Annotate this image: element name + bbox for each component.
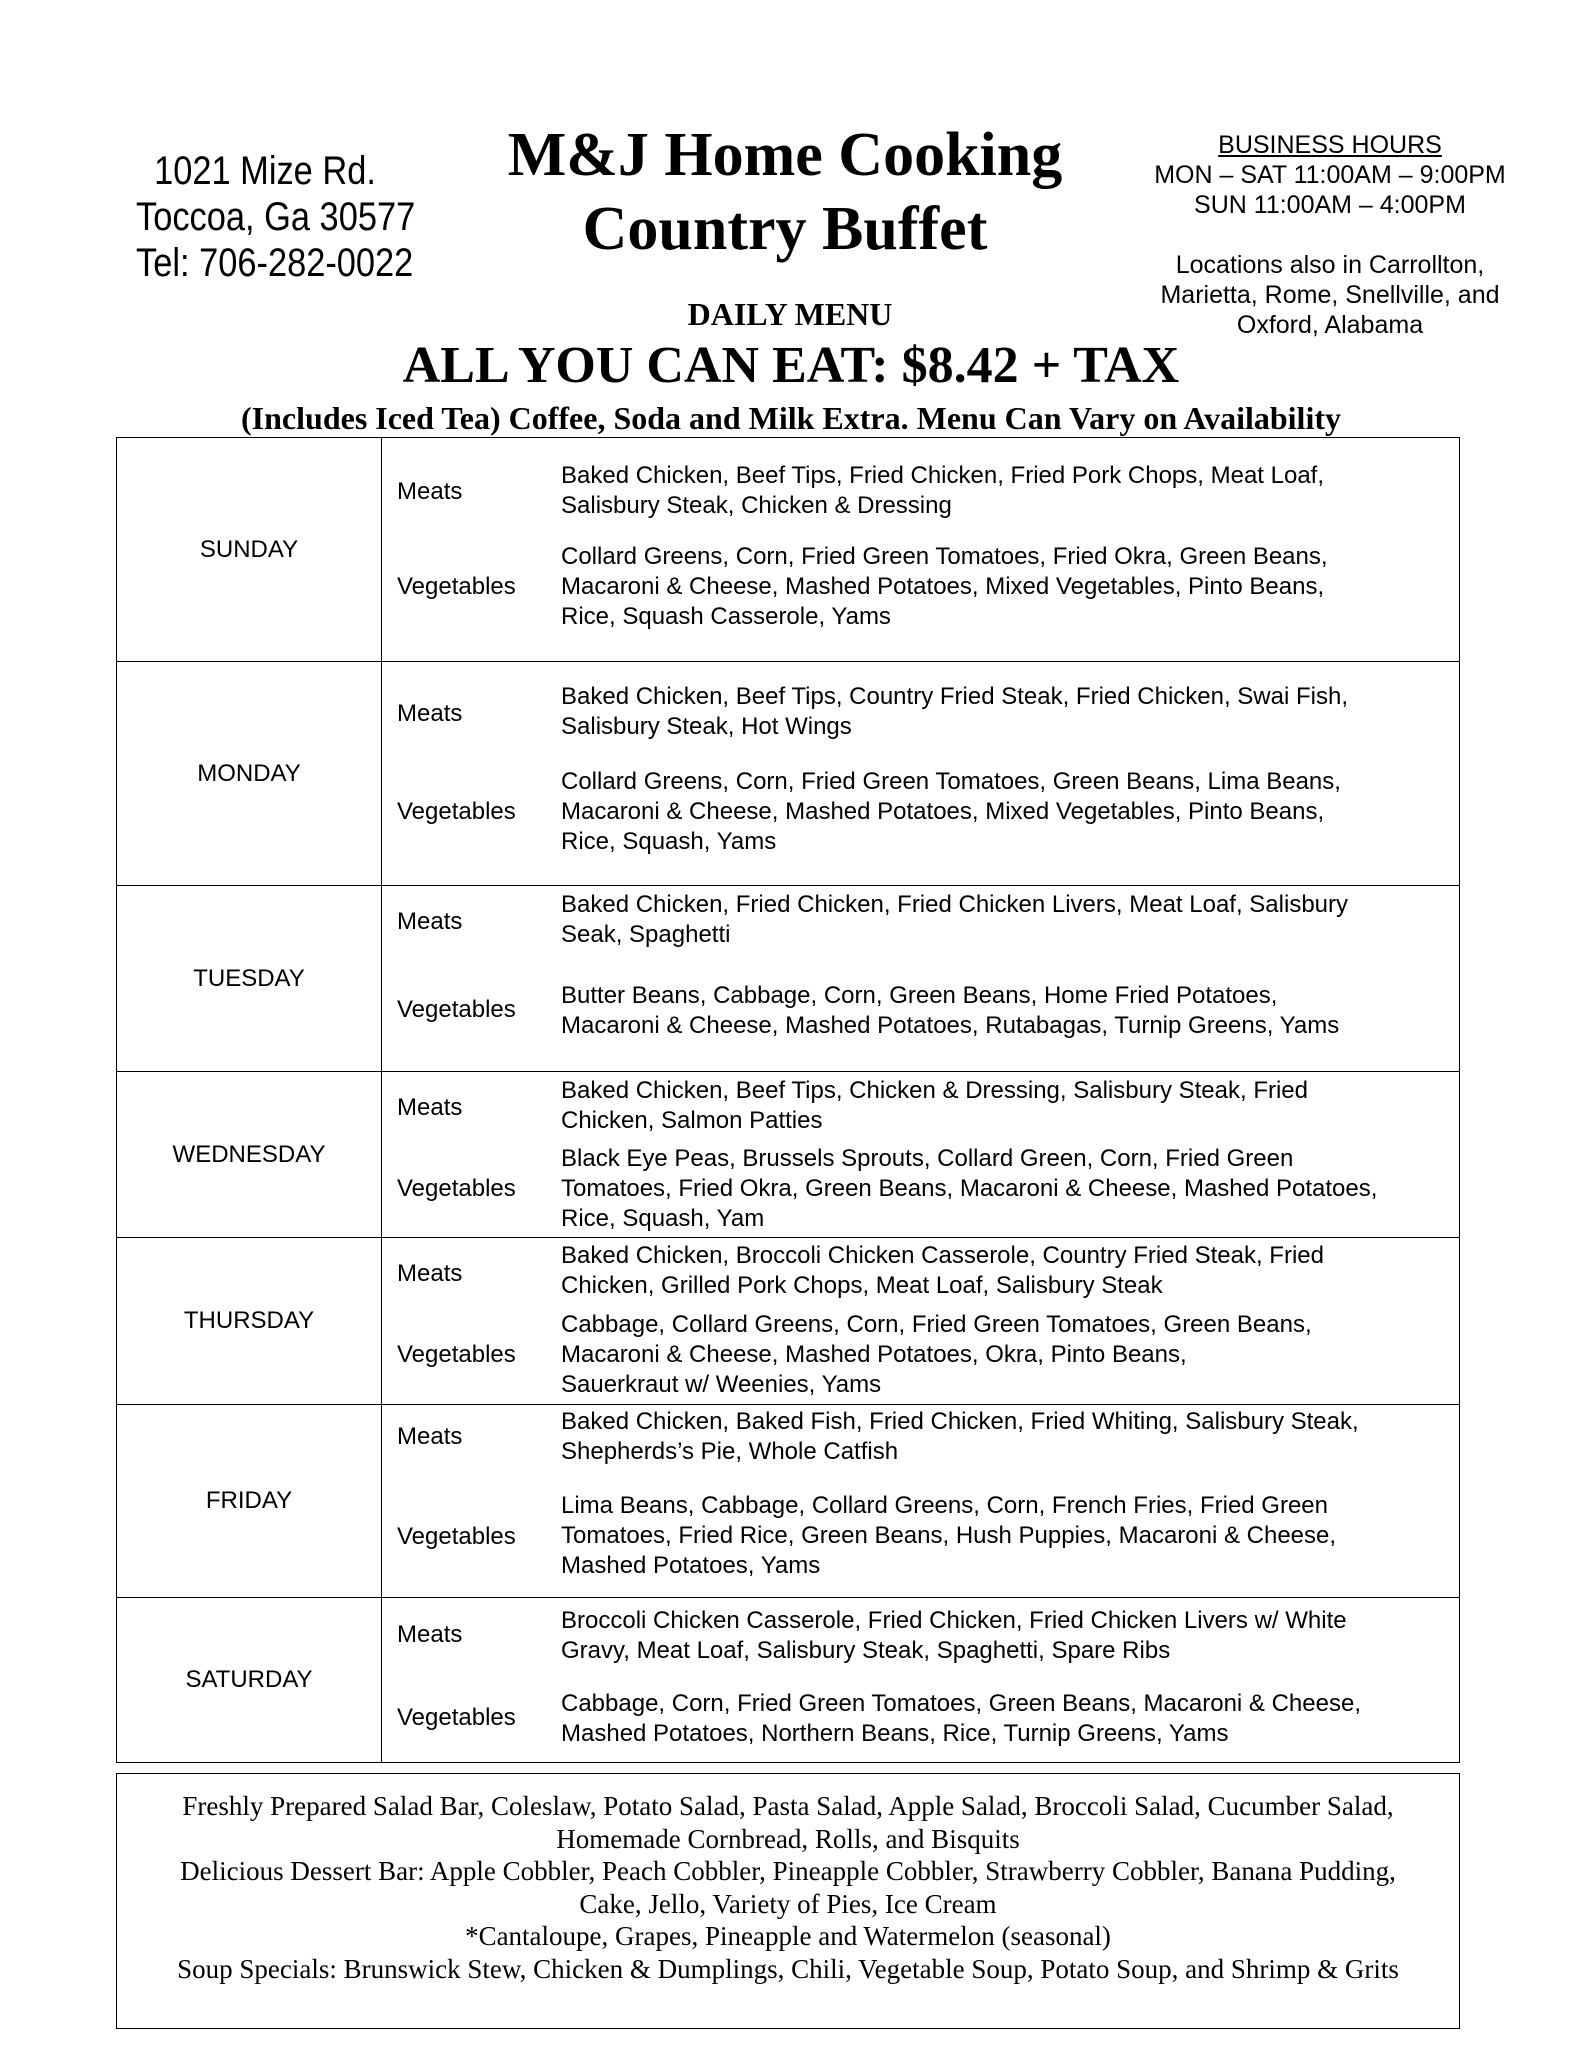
meats-label: Meats bbox=[397, 1094, 463, 1121]
extras-line: Homemade Cornbread, Rolls, and Bisquits bbox=[556, 1823, 1020, 1854]
hours-line: MON – SAT 11:00AM – 9:00PM bbox=[1154, 161, 1506, 189]
vegetables-line: Macaroni & Cheese, Mashed Potatoes, Okra, Pinto Beans, bbox=[561, 1341, 1187, 1368]
meats-line: Salisbury Steak, Hot Wings bbox=[561, 713, 852, 740]
day-row-saturday bbox=[117, 1597, 1459, 1762]
vegetables-line: Collard Greens, Corn, Fried Green Tomatoes, Fried Okra, Green Beans, bbox=[561, 543, 1328, 570]
extras-line: Cake, Jello, Variety of Pies, Ice Cream bbox=[579, 1888, 997, 1919]
meats-line: Gravy, Meat Loaf, Salisbury Steak, Spaghetti, Spare Ribs bbox=[561, 1637, 1171, 1664]
vegetables-list bbox=[561, 767, 1441, 857]
hours-heading: BUSINESS HOURS bbox=[1218, 131, 1442, 159]
vegetables-label: Vegetables bbox=[397, 573, 516, 600]
meats-line: Baked Chicken, Baked Fish, Fried Chicken, Fried Whiting, Salisbury Steak, bbox=[561, 1408, 1359, 1435]
meats-line: Baked Chicken, Broccoli Chicken Casserole, Country Fried Steak, Fried bbox=[561, 1242, 1324, 1269]
vegetables-line: Rice, Squash, Yam bbox=[561, 1205, 765, 1232]
day-row-sunday bbox=[117, 438, 1459, 661]
vegetables-line: Macaroni & Cheese, Mashed Potatoes, Mixed Vegetables, Pinto Beans, bbox=[561, 573, 1325, 600]
meats-label: Meats bbox=[397, 700, 463, 727]
extras-box bbox=[116, 1773, 1460, 2029]
locations-line: Marietta, Rome, Snellville, and bbox=[1160, 281, 1500, 309]
meats-line: Baked Chicken, Beef Tips, Fried Chicken, Fried Pork Chops, Meat Loaf, bbox=[561, 462, 1325, 489]
vegetables-line: Sauerkraut w/ Weenies, Yams bbox=[561, 1371, 882, 1398]
vegetables-label: Vegetables bbox=[397, 798, 516, 825]
meats-line: Baked Chicken, Beef Tips, Chicken & Dressing, Salisbury Steak, Fried bbox=[561, 1077, 1308, 1104]
extras-line: *Cantaloupe, Grapes, Pineapple and Watermelon (seasonal) bbox=[465, 1921, 1111, 1951]
meats-list bbox=[561, 1076, 1441, 1136]
vegetables-line: Rice, Squash, Yams bbox=[561, 828, 777, 855]
day-row-monday bbox=[117, 661, 1459, 885]
vegetables-list bbox=[561, 1491, 1441, 1581]
restaurant-title bbox=[460, 118, 1110, 266]
vegetables-line: Macaroni & Cheese, Mashed Potatoes, Rutabagas, Turnip Greens, Yams bbox=[561, 1012, 1340, 1039]
day-name: SATURDAY bbox=[117, 1598, 382, 1762]
hours-line: SUN 11:00AM – 4:00PM bbox=[1194, 191, 1466, 219]
vegetables-label: Vegetables bbox=[397, 1341, 516, 1368]
title-line-2: Country Buffet bbox=[582, 195, 988, 263]
vegetables-line: Collard Greens, Corn, Fried Green Tomatoes, Green Beans, Lima Beans, bbox=[561, 768, 1341, 795]
meats-list bbox=[561, 461, 1441, 521]
meats-list bbox=[561, 890, 1441, 950]
meats-line: Chicken, Salmon Patties bbox=[561, 1107, 823, 1134]
vegetables-line: Mashed Potatoes, Northern Beans, Rice, Turnip Greens, Yams bbox=[561, 1720, 1229, 1747]
meats-line: Seak, Spaghetti bbox=[561, 921, 731, 948]
day-name: MONDAY bbox=[117, 662, 382, 885]
day-name: TUESDAY bbox=[117, 886, 382, 1071]
vegetables-line: Cabbage, Corn, Fried Green Tomatoes, Green Beans, Macaroni & Cheese, bbox=[561, 1690, 1361, 1717]
day-row-thursday bbox=[117, 1237, 1459, 1404]
vegetables-line: Black Eye Peas, Brussels Sprouts, Collard Green, Corn, Fried Green bbox=[561, 1145, 1294, 1172]
day-name: THURSDAY bbox=[117, 1238, 382, 1404]
address-phone: Tel: 706-282-0022 bbox=[136, 241, 414, 285]
meats-label: Meats bbox=[397, 1621, 463, 1648]
meats-list bbox=[561, 682, 1441, 742]
vegetables-line: Butter Beans, Cabbage, Corn, Green Beans, Home Fried Potatoes, bbox=[561, 982, 1278, 1009]
address-city: Toccoa, Ga 30577 bbox=[136, 195, 416, 239]
meats-line: Baked Chicken, Fried Chicken, Fried Chicken Livers, Meat Loaf, Salisbury bbox=[561, 891, 1349, 918]
price-banner: ALL YOU CAN EAT: $8.42 + TAX bbox=[402, 337, 1180, 394]
vegetables-list bbox=[561, 1144, 1441, 1234]
vegetables-list bbox=[561, 981, 1441, 1041]
vegetables-list bbox=[561, 542, 1441, 632]
includes-note: (Includes Iced Tea) Coffee, Soda and Milk Extra. Menu Can Vary on Availability bbox=[241, 400, 1341, 436]
extras-line: Delicious Dessert Bar: Apple Cobbler, Peach Cobbler, Pineapple Cobbler, Strawberry Cobbler, Banana Pudding, bbox=[180, 1856, 1396, 1886]
address-street: 1021 Mize Rd. bbox=[154, 149, 376, 193]
meats-list bbox=[561, 1606, 1441, 1666]
day-name: SUNDAY bbox=[117, 438, 382, 661]
meats-label: Meats bbox=[397, 1423, 463, 1450]
vegetables-line: Lima Beans, Cabbage, Collard Greens, Corn, French Fries, Fried Green bbox=[561, 1492, 1329, 1519]
meats-label: Meats bbox=[397, 478, 463, 505]
meats-label: Meats bbox=[397, 908, 463, 935]
day-row-wednesday bbox=[117, 1071, 1459, 1237]
meats-line: Chicken, Grilled Pork Chops, Meat Loaf, Salisbury Steak bbox=[561, 1272, 1163, 1299]
vegetables-label: Vegetables bbox=[397, 1175, 516, 1202]
meats-line: Shepherds’s Pie, Whole Catfish bbox=[561, 1438, 899, 1465]
day-name: WEDNESDAY bbox=[117, 1072, 382, 1237]
daily-menu-heading: DAILY MENU bbox=[687, 296, 893, 332]
meats-list bbox=[561, 1407, 1441, 1467]
vegetables-line: Macaroni & Cheese, Mashed Potatoes, Mixed Vegetables, Pinto Beans, bbox=[561, 798, 1325, 825]
vegetables-list bbox=[561, 1310, 1441, 1400]
locations-line: Locations also in Carrollton, bbox=[1175, 251, 1485, 279]
meats-list bbox=[561, 1241, 1441, 1301]
daily-menu-table bbox=[116, 437, 1460, 1763]
meats-line: Broccoli Chicken Casserole, Fried Chicken, Fried Chicken Livers w/ White bbox=[561, 1607, 1347, 1634]
vegetables-label: Vegetables bbox=[397, 1523, 516, 1550]
locations-line: Oxford, Alabama bbox=[1236, 311, 1424, 339]
extras-line: Freshly Prepared Salad Bar, Coleslaw, Potato Salad, Pasta Salad, Apple Salad, Broccoli Salad, Cucumber Salad, bbox=[182, 1791, 1394, 1821]
meats-line: Salisbury Steak, Chicken & Dressing bbox=[561, 492, 952, 519]
day-row-tuesday bbox=[117, 885, 1459, 1071]
vegetables-list bbox=[561, 1689, 1441, 1749]
vegetables-line: Tomatoes, Fried Okra, Green Beans, Macaroni & Cheese, Mashed Potatoes, bbox=[561, 1175, 1378, 1202]
meats-line: Baked Chicken, Beef Tips, Country Fried Steak, Fried Chicken, Swai Fish, bbox=[561, 683, 1348, 710]
meats-label: Meats bbox=[397, 1260, 463, 1287]
vegetables-line: Cabbage, Collard Greens, Corn, Fried Green Tomatoes, Green Beans, bbox=[561, 1311, 1312, 1338]
vegetables-line: Rice, Squash Casserole, Yams bbox=[561, 603, 891, 630]
business-hours bbox=[1120, 130, 1540, 340]
vegetables-line: Tomatoes, Fried Rice, Green Beans, Hush Puppies, Macaroni & Cheese, bbox=[561, 1522, 1337, 1549]
title-line-1: M&J Home Cooking bbox=[507, 121, 1063, 189]
vegetables-label: Vegetables bbox=[397, 1704, 516, 1731]
restaurant-address bbox=[136, 148, 416, 286]
vegetables-label: Vegetables bbox=[397, 996, 516, 1023]
day-row-friday bbox=[117, 1404, 1459, 1597]
vegetables-line: Mashed Potatoes, Yams bbox=[561, 1552, 821, 1579]
extras-line: Soup Specials: Brunswick Stew, Chicken & Dumplings, Chili, Vegetable Soup, Potato Soup, and Shrimp & Grits bbox=[177, 1953, 1399, 1984]
day-name: FRIDAY bbox=[117, 1405, 382, 1597]
